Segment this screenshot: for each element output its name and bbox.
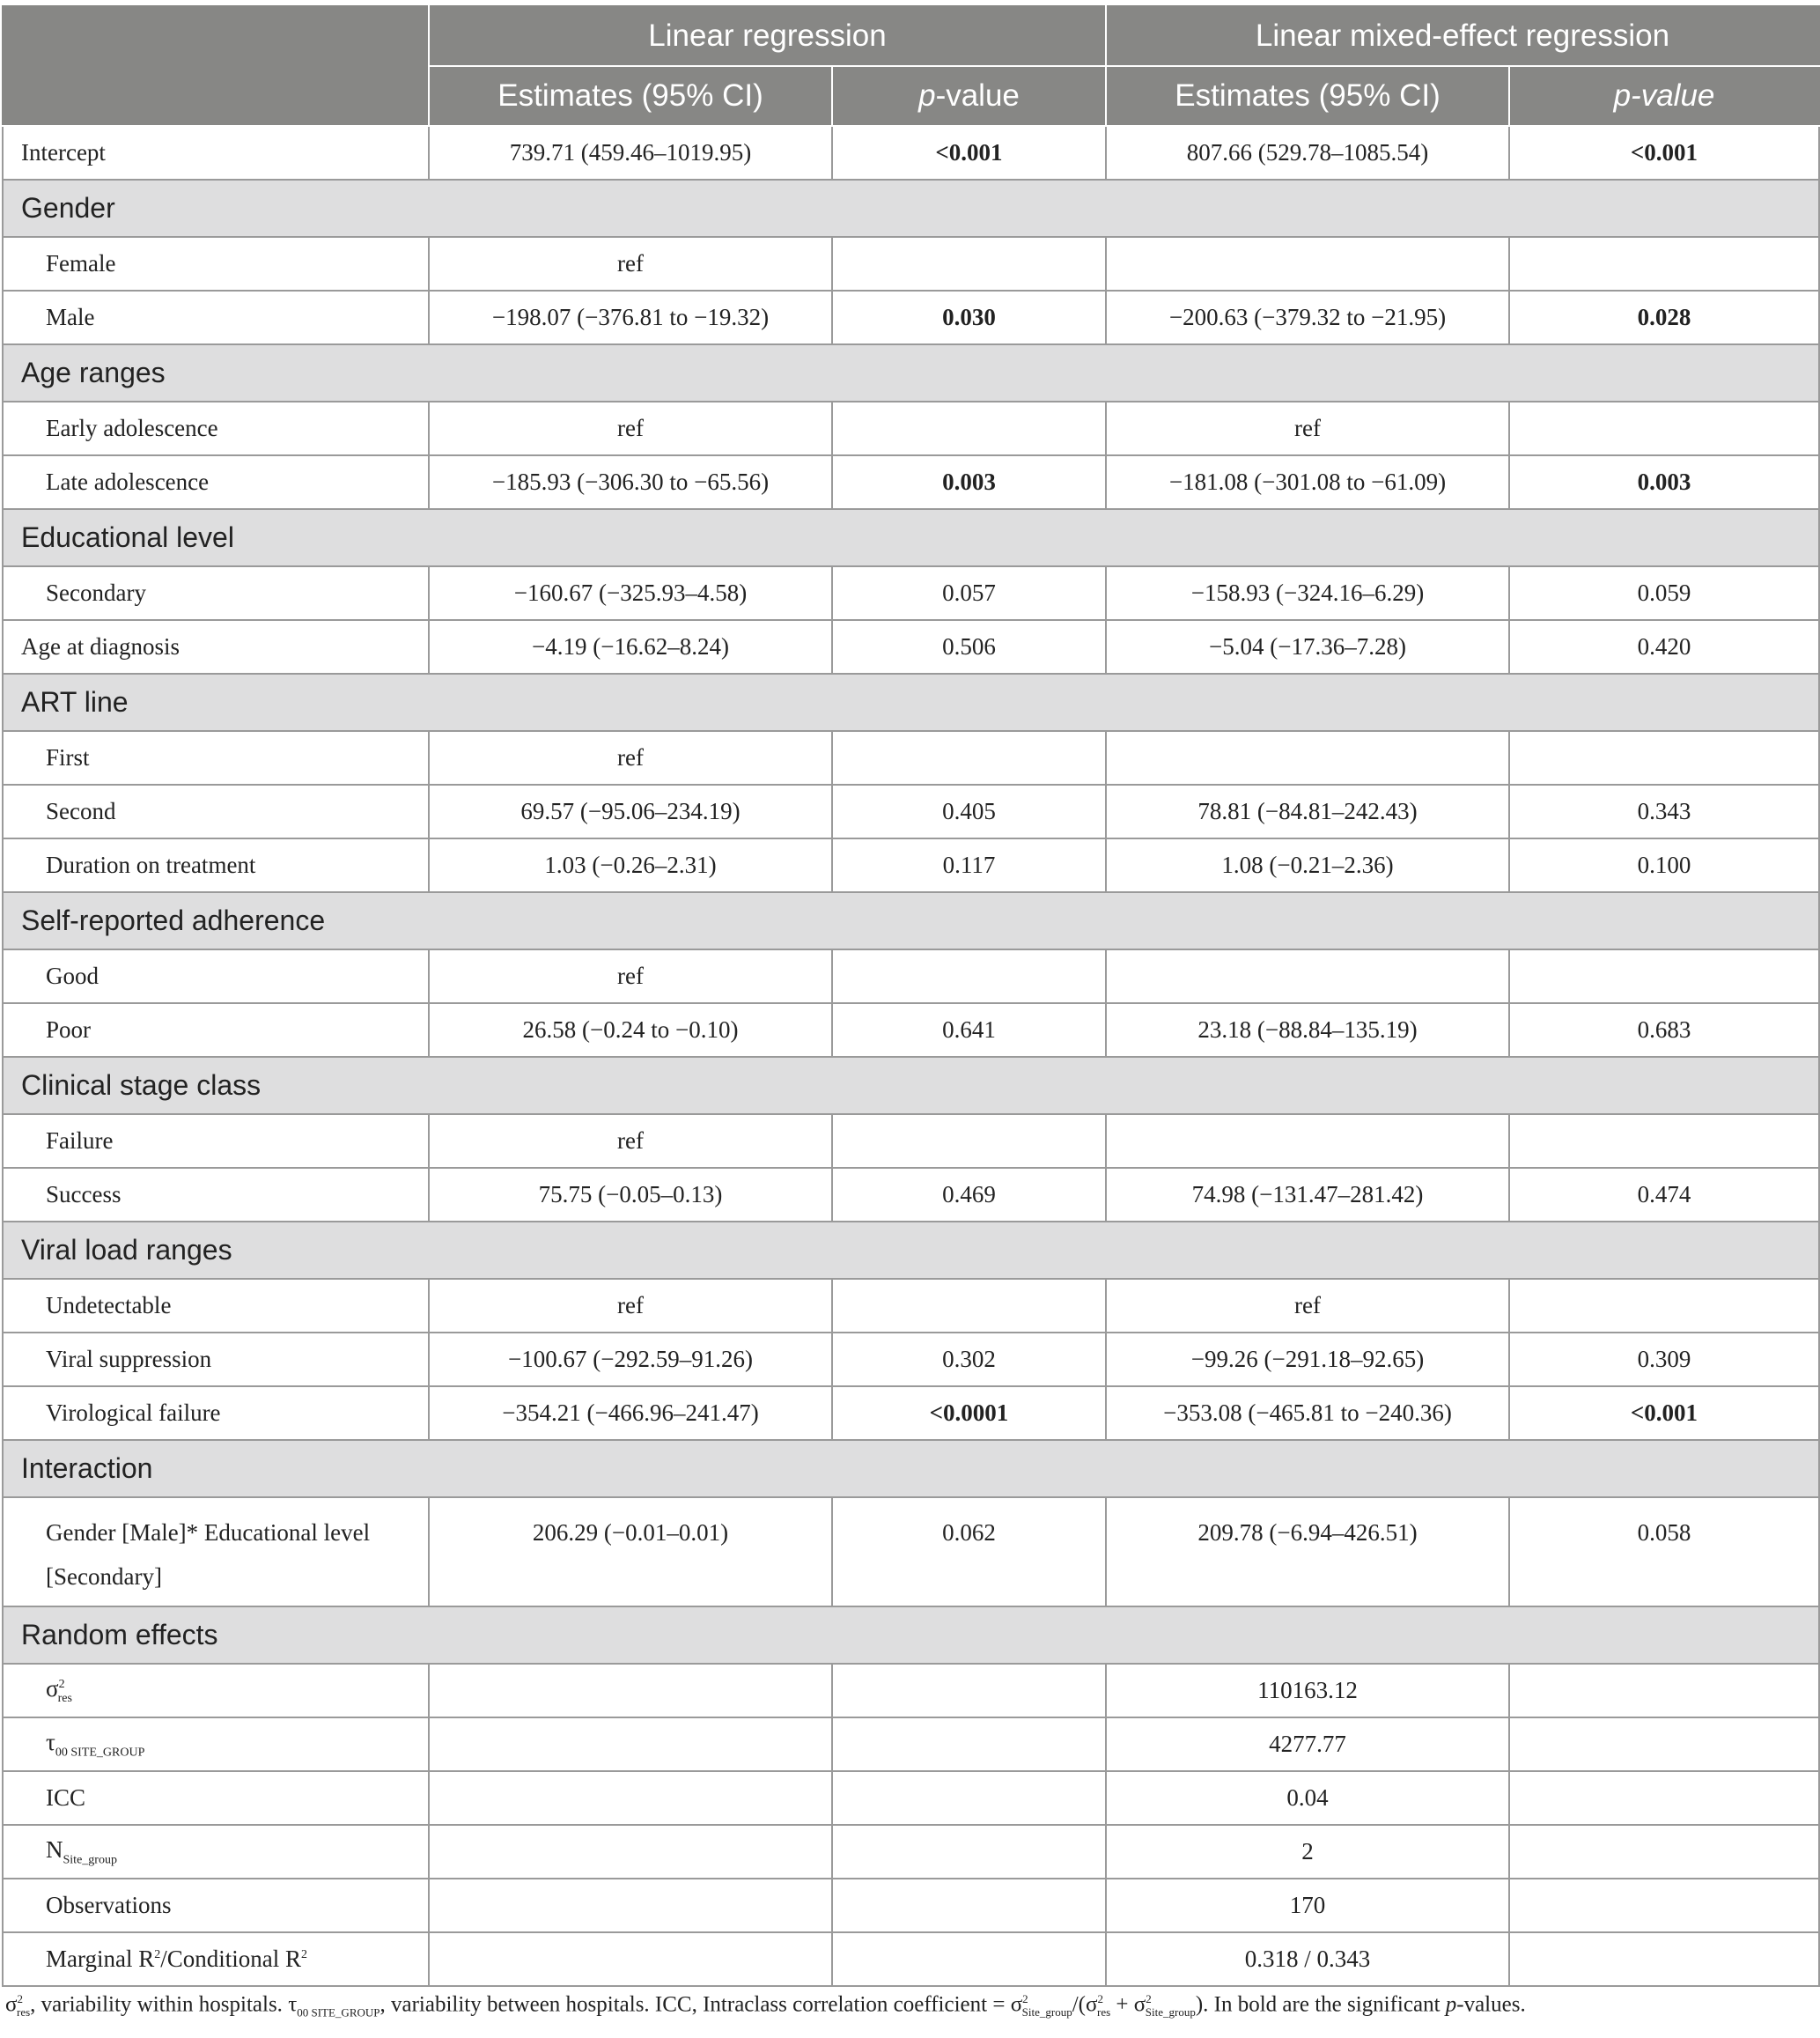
lmer-pvalue: 0.420 — [1509, 620, 1819, 674]
lmer-pvalue: <0.001 — [1509, 126, 1819, 180]
lr-pvalue — [832, 1717, 1106, 1771]
table-row-good — [3, 949, 1819, 1003]
fn-p-italic: p — [1445, 1992, 1457, 2017]
lmer-estimate — [1106, 1114, 1509, 1168]
lmer-estimate: 1.08 (−0.21–2.36) — [1106, 838, 1509, 892]
lmer-estimate: 2 — [1106, 1825, 1509, 1879]
lr-pvalue: 0.641 — [832, 1003, 1106, 1057]
fn-sup: 2 — [17, 1992, 23, 2005]
lr-pvalue: 0.405 — [832, 785, 1106, 838]
section-label: Clinical stage class — [3, 1057, 1819, 1114]
lmer-pvalue: 0.683 — [1509, 1003, 1819, 1057]
table-row-poor — [3, 1003, 1819, 1057]
row-label: Female — [3, 237, 429, 291]
row-label: First — [3, 731, 429, 785]
lr-estimate — [429, 1771, 832, 1825]
fn-text: -values. — [1456, 1992, 1526, 2017]
fn-sup: 2 — [1097, 1992, 1103, 2005]
lmer-estimate: 110163.12 — [1106, 1664, 1509, 1717]
lmer-pvalue: 0.474 — [1509, 1168, 1819, 1222]
lmer-estimate: 0.04 — [1106, 1771, 1509, 1825]
section-educational-level — [3, 509, 1819, 566]
section-label: Age ranges — [3, 344, 1819, 402]
tau-symbol: τ — [46, 1728, 55, 1755]
fn-sigma: σ — [1086, 1992, 1098, 2017]
section-art-line — [3, 674, 1819, 731]
lmer-pvalue — [1509, 1932, 1819, 1986]
row-label: Early adolescence — [3, 402, 429, 455]
lr-estimate: −354.21 (−466.96–241.47) — [429, 1386, 832, 1440]
row-label: Poor — [3, 1003, 429, 1057]
lr-estimate: −185.93 (−306.30 to −65.56) — [429, 455, 832, 509]
lr-estimate: ref — [429, 1114, 832, 1168]
fn-sub-res: res — [16, 2005, 31, 2020]
fn-text: ). In bold are the significant — [1195, 1992, 1446, 2017]
table-row-early-adolescence — [3, 402, 1819, 455]
lmer-pvalue — [1509, 1771, 1819, 1825]
lr-pvalue: 0.030 — [832, 291, 1106, 344]
row-label: Male — [3, 291, 429, 344]
table-row-sigma-res — [3, 1664, 1819, 1717]
lmer-pvalue — [1509, 1114, 1819, 1168]
row-label: Failure — [3, 1114, 429, 1168]
lmer-estimate: 807.66 (529.78–1085.54) — [1106, 126, 1509, 180]
section-label: Educational level — [3, 509, 1819, 566]
table-row-first — [3, 731, 1819, 785]
r2-sup-b: 2 — [301, 1948, 308, 1961]
p-italic: p — [918, 78, 936, 113]
section-random-effects — [3, 1606, 1819, 1664]
table-row-duration-on-treatment — [3, 838, 1819, 892]
section-age-ranges — [3, 344, 1819, 402]
section-label: Viral load ranges — [3, 1222, 1819, 1279]
lr-estimate: 26.58 (−0.24 to −0.10) — [429, 1003, 832, 1057]
lmer-pvalue: 0.028 — [1509, 291, 1819, 344]
fn-text: , variability between hospitals. ICC, Intraclass correlation coefficient = — [379, 1992, 1011, 2017]
sigma-sub: res — [57, 1692, 72, 1706]
lmer-estimate: 74.98 (−131.47–281.42) — [1106, 1168, 1509, 1222]
lr-estimate: ref — [429, 949, 832, 1003]
lmer-pvalue — [1509, 949, 1819, 1003]
section-label: Gender — [3, 180, 1819, 237]
fn-sub-site: Site_group — [1145, 2005, 1196, 2020]
fn-sub-res: res — [1097, 2005, 1111, 2020]
sigma-symbol: σ — [46, 1674, 59, 1702]
lr-estimate — [429, 1664, 832, 1717]
row-label: Secondary — [3, 566, 429, 620]
lr-pvalue: <0.001 — [832, 126, 1106, 180]
lr-pvalue — [832, 1279, 1106, 1333]
n-symbol: N — [46, 1835, 63, 1863]
lmer-pvalue — [1509, 237, 1819, 291]
lmer-pvalue: 0.100 — [1509, 838, 1819, 892]
fn-tau: τ — [288, 1992, 298, 2017]
row-label — [3, 1664, 429, 1717]
lr-estimate: 739.71 (459.46–1019.95) — [429, 126, 832, 180]
lr-pvalue: 0.062 — [832, 1497, 1106, 1606]
lr-estimate: −160.67 (−325.93–4.58) — [429, 566, 832, 620]
lr-estimate: −100.67 (−292.59–91.26) — [429, 1333, 832, 1386]
section-label: Random effects — [3, 1606, 1819, 1664]
lr-pvalue: 0.469 — [832, 1168, 1106, 1222]
fn-sup: 2 — [1022, 1992, 1028, 2005]
lmer-pvalue: 0.059 — [1509, 566, 1819, 620]
lr-estimate: ref — [429, 1279, 832, 1333]
row-label: Undetectable — [3, 1279, 429, 1333]
lr-estimate: 1.03 (−0.26–2.31) — [429, 838, 832, 892]
r2-conditional: /Conditional R — [160, 1946, 302, 1972]
header-lr-pvalue — [832, 66, 1106, 126]
header-blank — [3, 6, 429, 66]
table-row-viral-suppression — [3, 1333, 1819, 1386]
header-lmer-estimates: Estimates (95% CI) — [1106, 66, 1509, 126]
lmer-pvalue: 0.343 — [1509, 785, 1819, 838]
lmer-estimate: 4277.77 — [1106, 1717, 1509, 1771]
section-viral-load-ranges — [3, 1222, 1819, 1279]
table-row-virological-failure — [3, 1386, 1819, 1440]
fn-sigma: σ — [1010, 1992, 1023, 2017]
row-label-line1: Gender [Male]* Educational level — [46, 1519, 371, 1546]
lmer-pvalue — [1509, 731, 1819, 785]
header-blank-2 — [3, 66, 429, 126]
table-row-age-at-diagnosis — [3, 620, 1819, 674]
lr-estimate: ref — [429, 402, 832, 455]
lmer-estimate: 0.318 / 0.343 — [1106, 1932, 1509, 1986]
fn-sub-tau: 00 SITE_GROUP — [297, 2005, 380, 2020]
table-footnote — [5, 1992, 1526, 2020]
lr-pvalue: 0.003 — [832, 455, 1106, 509]
lr-pvalue — [832, 1114, 1106, 1168]
header-mixed-effect-regression: Linear mixed-effect regression — [1106, 6, 1819, 66]
lr-pvalue — [832, 237, 1106, 291]
lr-estimate — [429, 1717, 832, 1771]
table-row-intercept — [3, 126, 1819, 180]
table-row-female — [3, 237, 1819, 291]
row-label: Observations — [3, 1879, 429, 1932]
row-label: Virological failure — [3, 1386, 429, 1440]
lr-estimate — [429, 1879, 832, 1932]
fn-text: + — [1110, 1992, 1134, 2017]
lmer-pvalue — [1509, 1279, 1819, 1333]
table-row-late-adolescence — [3, 455, 1819, 509]
row-label: Viral suppression — [3, 1333, 429, 1386]
regression-table — [2, 5, 1820, 1987]
lmer-estimate: −5.04 (−17.36–7.28) — [1106, 620, 1509, 674]
section-self-reported-adherence — [3, 892, 1819, 949]
r2-sup-a: 2 — [154, 1948, 161, 1961]
p-suffix: -value — [935, 78, 1020, 113]
table-row-icc — [3, 1771, 1819, 1825]
lmer-estimate: 170 — [1106, 1879, 1509, 1932]
lmer-estimate: −353.08 (−465.81 to −240.36) — [1106, 1386, 1509, 1440]
lmer-estimate: ref — [1106, 1279, 1509, 1333]
table-row-gender-education-interaction — [3, 1497, 1819, 1606]
lr-estimate: −4.19 (−16.62–8.24) — [429, 620, 832, 674]
table-row-failure — [3, 1114, 1819, 1168]
row-label — [3, 1932, 429, 1986]
lr-pvalue — [832, 949, 1106, 1003]
row-label: Good — [3, 949, 429, 1003]
row-label: Late adolescence — [3, 455, 429, 509]
lr-estimate: ref — [429, 237, 832, 291]
table-row-n-site-group — [3, 1825, 1819, 1879]
lmer-estimate — [1106, 949, 1509, 1003]
lmer-pvalue: 0.003 — [1509, 455, 1819, 509]
row-label-line2: [Secondary] — [46, 1563, 162, 1590]
lmer-estimate: −99.26 (−291.18–92.65) — [1106, 1333, 1509, 1386]
fn-text: /( — [1072, 1992, 1087, 2017]
lmer-estimate: −158.93 (−324.16–6.29) — [1106, 566, 1509, 620]
row-label: Success — [3, 1168, 429, 1222]
table-row-observations — [3, 1879, 1819, 1932]
table-row-undetectable — [3, 1279, 1819, 1333]
lr-pvalue — [832, 1664, 1106, 1717]
lmer-estimate: 78.81 (−84.81–242.43) — [1106, 785, 1509, 838]
lmer-estimate: −181.08 (−301.08 to −61.09) — [1106, 455, 1509, 509]
row-label: Duration on treatment — [3, 838, 429, 892]
lr-estimate — [429, 1932, 832, 1986]
fn-sup: 2 — [1146, 1992, 1152, 2005]
lr-pvalue — [832, 1771, 1106, 1825]
row-label: Age at diagnosis — [3, 620, 429, 674]
table-row-second — [3, 785, 1819, 838]
tau-sub: 00 SITE_GROUP — [55, 1746, 145, 1760]
fn-sigma: σ — [5, 1992, 18, 2017]
table-header — [3, 6, 1819, 126]
row-label — [3, 1497, 429, 1606]
lmer-estimate: 23.18 (−88.84–135.19) — [1106, 1003, 1509, 1057]
lr-pvalue: 0.506 — [832, 620, 1106, 674]
lmer-estimate — [1106, 237, 1509, 291]
fn-sigma: σ — [1133, 1992, 1146, 2017]
section-interaction — [3, 1440, 1819, 1497]
row-label: Intercept — [3, 126, 429, 180]
header-lmer-pvalue: p-value — [1509, 66, 1819, 126]
lmer-estimate: −200.63 (−379.32 to −21.95) — [1106, 291, 1509, 344]
sigma-sup: 2 — [58, 1677, 65, 1691]
lmer-pvalue — [1509, 1664, 1819, 1717]
section-gender — [3, 180, 1819, 237]
lmer-pvalue: <0.001 — [1509, 1386, 1819, 1440]
table-row-secondary — [3, 566, 1819, 620]
header-linear-regression: Linear regression — [429, 6, 1106, 66]
r2-marginal: Marginal R — [46, 1946, 155, 1972]
lr-pvalue: 0.302 — [832, 1333, 1106, 1386]
fn-sub-site: Site_group — [1021, 2005, 1072, 2020]
lr-pvalue: 0.057 — [832, 566, 1106, 620]
lr-pvalue — [832, 402, 1106, 455]
lmer-pvalue: 0.309 — [1509, 1333, 1819, 1386]
lmer-pvalue — [1509, 1879, 1819, 1932]
table-row-tau — [3, 1717, 1819, 1771]
table-row-male — [3, 291, 1819, 344]
section-label: Self-reported adherence — [3, 892, 1819, 949]
lr-pvalue: <0.0001 — [832, 1386, 1106, 1440]
header-lr-estimates: Estimates (95% CI) — [429, 66, 832, 126]
table-row-r-squared — [3, 1932, 1819, 1986]
lmer-pvalue — [1509, 1717, 1819, 1771]
lr-pvalue — [832, 731, 1106, 785]
row-label: Second — [3, 785, 429, 838]
table-row-success — [3, 1168, 1819, 1222]
lr-estimate: 75.75 (−0.05–0.13) — [429, 1168, 832, 1222]
lr-estimate: 206.29 (−0.01–0.01) — [429, 1497, 832, 1606]
n-sub: Site_group — [63, 1853, 117, 1867]
lmer-estimate — [1106, 731, 1509, 785]
lr-estimate — [429, 1825, 832, 1879]
lr-estimate: −198.07 (−376.81 to −19.32) — [429, 291, 832, 344]
row-label — [3, 1825, 429, 1879]
section-clinical-stage-class — [3, 1057, 1819, 1114]
lr-pvalue — [832, 1932, 1106, 1986]
row-label: ICC — [3, 1771, 429, 1825]
section-label: Interaction — [3, 1440, 1819, 1497]
lmer-estimate: 209.78 (−6.94–426.51) — [1106, 1497, 1509, 1606]
lr-pvalue: 0.117 — [832, 838, 1106, 892]
lmer-pvalue — [1509, 402, 1819, 455]
lr-estimate: ref — [429, 731, 832, 785]
lmer-pvalue: 0.058 — [1509, 1497, 1819, 1606]
fn-text: , variability within hospitals. — [30, 1992, 289, 2017]
lr-estimate: 69.57 (−95.06–234.19) — [429, 785, 832, 838]
lmer-estimate: ref — [1106, 402, 1509, 455]
lr-pvalue — [832, 1825, 1106, 1879]
row-label — [3, 1717, 429, 1771]
section-label: ART line — [3, 674, 1819, 731]
lr-pvalue — [832, 1879, 1106, 1932]
lmer-pvalue — [1509, 1825, 1819, 1879]
